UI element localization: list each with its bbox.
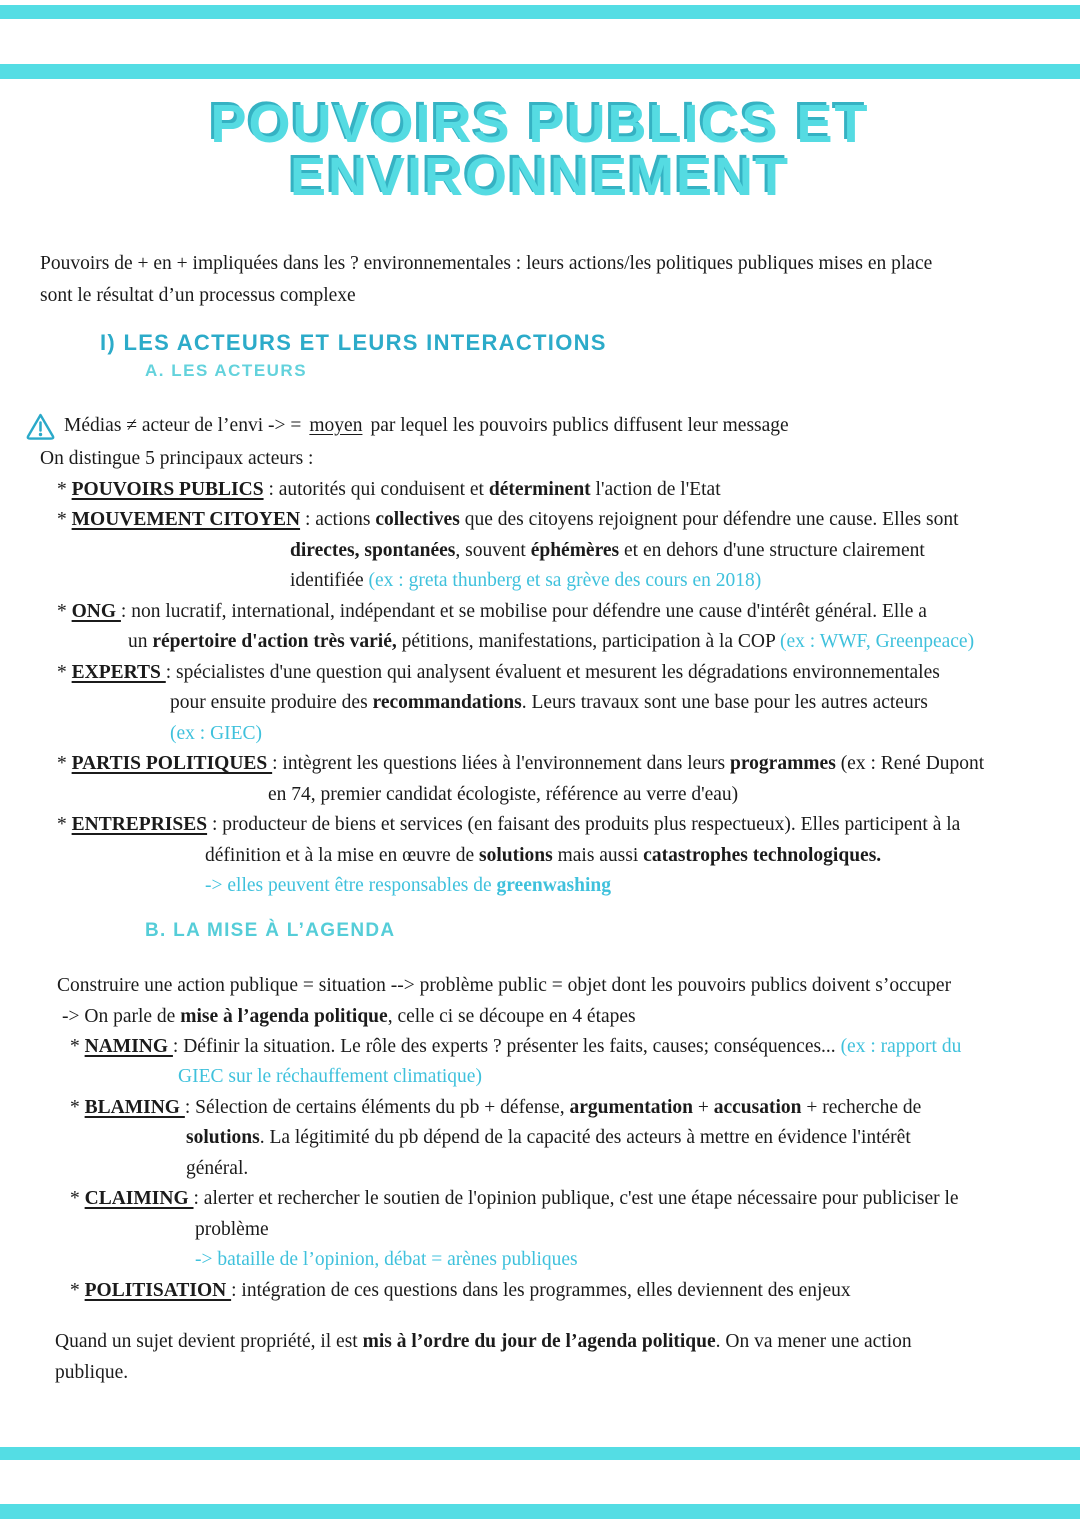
text-segment: PARTIS POLITIQUES bbox=[71, 753, 273, 774]
text-segment: ONG bbox=[71, 600, 121, 622]
text-segment: : spécialistes d'une question qui analysent évaluent et mesurent les dégradations environnementales bbox=[165, 661, 940, 683]
text-segment: programmes bbox=[730, 753, 836, 774]
bottom-bar-1 bbox=[0, 1447, 1080, 1460]
agenda-lead-2 bbox=[0, 1001, 1080, 1032]
heading-sub-b: B. LA MISE À L’AGENDA bbox=[145, 919, 396, 941]
content bbox=[0, 248, 1080, 1388]
agenda-lead-1 bbox=[0, 970, 1080, 1001]
text-segment: recommandations bbox=[372, 692, 522, 713]
text-segment: * bbox=[57, 814, 72, 835]
text-segment: que des citoyens rejoignent pour défendre une cause. Elles sont bbox=[459, 509, 959, 530]
text-segment: Médias ≠ acteur de l’envi -> = bbox=[64, 415, 302, 436]
text-segment: : non lucratif, international, indépendant et se mobilise pour défendre une cause d'intérêt général. Elle a bbox=[120, 600, 927, 622]
bullet-blaming bbox=[0, 1093, 1080, 1124]
text-segment: . La légitimité du pb dépend de la capacité des acteurs à mettre en évidence l'intérêt bbox=[259, 1127, 911, 1148]
text-segment: catastrophes technologiques. bbox=[643, 844, 882, 866]
intro-line-2 bbox=[0, 280, 1080, 312]
warning-note-medias bbox=[0, 410, 1080, 442]
text-segment: définition et à la mise en œuvre de bbox=[205, 844, 479, 866]
text-segment: publique. bbox=[55, 1362, 129, 1383]
text-segment: solutions bbox=[479, 844, 553, 866]
bullet-claiming-cont-2 bbox=[0, 1245, 1080, 1276]
page-title-line-1: POUVOIRS PUBLICS ET bbox=[210, 94, 870, 154]
text-segment: éphémères bbox=[530, 539, 620, 561]
text-segment: + bbox=[692, 1096, 714, 1118]
text-segment: (ex : GIEC) bbox=[170, 722, 263, 744]
text-segment: un bbox=[128, 631, 153, 652]
text-segment: argumentation bbox=[569, 1096, 693, 1118]
bullet-experts bbox=[0, 658, 1080, 689]
text-segment: , celle ci se découpe en 4 étapes bbox=[387, 1005, 636, 1027]
text-segment: moyen bbox=[309, 415, 363, 436]
text-segment: problème bbox=[195, 1218, 269, 1240]
text-segment: sont le résultat d’un processus complexe bbox=[40, 285, 356, 306]
text-segment: POLITISATION bbox=[84, 1279, 232, 1301]
top-bar-1 bbox=[0, 5, 1080, 19]
text-segment: * bbox=[70, 1279, 85, 1301]
text-segment: . On va mener une action bbox=[715, 1331, 912, 1352]
text-segment: : Définir la situation. Le rôle des experts ? présenter les faits, causes; conséquences... bbox=[172, 1035, 841, 1057]
text-segment: Quand un sujet devient propriété, il est bbox=[55, 1331, 363, 1352]
bullet-blaming-cont-2 bbox=[0, 1154, 1080, 1185]
text-segment: * bbox=[70, 1096, 85, 1118]
text-segment: On distingue 5 principaux acteurs : bbox=[40, 448, 314, 469]
text-segment: (ex : WWF, Greenpeace) bbox=[780, 631, 975, 652]
bullet-mouvement-citoyen-cont-2 bbox=[0, 566, 1080, 597]
text-segment: -> bataille de l’opinion, débat = arènes publiques bbox=[195, 1249, 578, 1270]
text-segment: * bbox=[57, 753, 72, 774]
text-segment: et en dehors d'une structure clairement bbox=[619, 539, 925, 561]
closing-line-2 bbox=[0, 1357, 1080, 1388]
bullet-partis-politiques bbox=[0, 749, 1080, 780]
bullet-experts-cont-2 bbox=[0, 719, 1080, 750]
text-segment: : producteur de biens et services (en faisant des produits plus respectueux). Elles participent à la bbox=[207, 814, 961, 835]
text-segment: : actions bbox=[300, 509, 376, 530]
text-segment: mais aussi bbox=[552, 844, 644, 866]
text-segment: MOUVEMENT CITOYEN bbox=[71, 509, 301, 530]
bullet-pouvoirs-publics bbox=[0, 475, 1080, 506]
text-segment: BLAMING bbox=[84, 1096, 185, 1118]
heading-sub-a: A. LES ACTEURS bbox=[145, 361, 308, 380]
bullet-entreprises-cont-2 bbox=[0, 871, 1080, 902]
bullet-claiming-cont-1 bbox=[0, 1215, 1080, 1246]
text-segment: déterminent bbox=[488, 478, 591, 500]
bullet-mouvement-citoyen-cont-1 bbox=[0, 536, 1080, 567]
text-segment: mise à l’agenda politique bbox=[180, 1005, 388, 1027]
bullet-ong bbox=[0, 597, 1080, 628]
heading-section-1: I) LES ACTEURS ET LEURS INTERACTIONS bbox=[100, 330, 607, 355]
bullet-politisation bbox=[0, 1276, 1080, 1307]
text-segment: collectives bbox=[375, 509, 460, 530]
text-segment: l'action de l'Etat bbox=[590, 478, 721, 500]
page-title bbox=[0, 94, 1080, 207]
text-segment: : intègrent les questions liées à l'environnement dans leurs bbox=[272, 753, 731, 774]
text-segment: GIEC sur le réchauffement climatique) bbox=[178, 1066, 482, 1087]
bullet-naming-cont bbox=[0, 1062, 1080, 1093]
text-segment: . Leurs travaux sont une base pour les autres acteurs bbox=[521, 692, 928, 713]
text-segment: Pouvoirs de + en + impliquées dans les ? environnementales : leurs actions/les politiques publiques mises en place bbox=[40, 253, 933, 274]
bullet-blaming-cont-1 bbox=[0, 1123, 1080, 1154]
text-segment: , souvent bbox=[455, 539, 531, 561]
top-bar-2 bbox=[0, 64, 1080, 79]
text-segment: accusation bbox=[713, 1096, 802, 1118]
text-segment: ENTREPRISES bbox=[71, 814, 208, 835]
text-segment: * bbox=[70, 1188, 85, 1209]
text-segment: (ex : rapport du bbox=[840, 1035, 962, 1057]
text-segment: + recherche de bbox=[801, 1096, 922, 1118]
bullet-mouvement-citoyen bbox=[0, 505, 1080, 536]
actors-lead-in bbox=[0, 444, 1080, 475]
bottom-bar-2 bbox=[0, 1504, 1080, 1519]
text-segment: solutions bbox=[186, 1127, 260, 1148]
text-segment: par lequel les pouvoirs publics diffusent leur message bbox=[370, 415, 789, 436]
text-segment: mis à l’ordre du jour de l’agenda politique bbox=[362, 1331, 716, 1352]
text-segment: en 74, premier candidat écologiste, référence au verre d'eau) bbox=[268, 783, 739, 805]
text-segment: pétitions, manifestations, participation à la COP bbox=[396, 631, 781, 652]
page-title-line-2: ENVIRONNEMENT bbox=[289, 147, 791, 207]
text-segment: (ex : greta thunberg et sa grève des cours en 2018) bbox=[368, 570, 762, 591]
bullet-naming bbox=[0, 1032, 1080, 1063]
text-segment: : alerter et rechercher le soutien de l'opinion publique, c'est une étape nécessaire pour publiciser le bbox=[193, 1188, 959, 1209]
text-segment: * bbox=[57, 509, 72, 530]
bullet-claiming bbox=[0, 1184, 1080, 1215]
text-segment: répertoire d'action très varié, bbox=[152, 631, 397, 652]
bullet-entreprises bbox=[0, 810, 1080, 841]
text-segment: CLAIMING bbox=[84, 1188, 194, 1209]
bullet-experts-cont-1 bbox=[0, 688, 1080, 719]
text-segment: (ex : René Dupont bbox=[835, 753, 985, 774]
text-segment: identifiée bbox=[290, 570, 369, 591]
bullet-ong-cont bbox=[0, 627, 1080, 658]
text-segment: greenwashing bbox=[496, 875, 611, 896]
text-segment: directes, spontanées bbox=[290, 539, 456, 561]
text-segment: : intégration de ces questions dans les programmes, elles deviennent des enjeux bbox=[231, 1279, 851, 1301]
text-segment: général. bbox=[186, 1157, 249, 1179]
text-segment: * bbox=[57, 478, 72, 500]
text-segment: Construire une action publique = situation --> problème public = objet dont les pouvoirs publics doivent s’occuper bbox=[57, 974, 952, 996]
text-segment: -> On parle de bbox=[62, 1005, 181, 1027]
text-segment: NAMING bbox=[84, 1035, 173, 1057]
closing-line-1 bbox=[0, 1326, 1080, 1357]
text-segment: POUVOIRS PUBLICS bbox=[71, 478, 264, 500]
text-segment: * bbox=[57, 600, 72, 622]
text-segment: : Sélection de certains éléments du pb + défense, bbox=[184, 1096, 570, 1118]
bullet-partis-politiques-cont bbox=[0, 780, 1080, 811]
text-segment: -> elles peuvent être responsables de bbox=[205, 875, 497, 896]
text-segment: * bbox=[57, 661, 72, 683]
text-segment: : autorités qui conduisent et bbox=[263, 478, 489, 500]
text-segment: EXPERTS bbox=[71, 661, 166, 683]
text-segment: pour ensuite produire des bbox=[170, 692, 373, 713]
intro-line-1 bbox=[0, 248, 1080, 280]
text-segment: * bbox=[70, 1035, 85, 1057]
warning-triangle-icon bbox=[25, 412, 56, 441]
bullet-entreprises-cont-1 bbox=[0, 841, 1080, 872]
